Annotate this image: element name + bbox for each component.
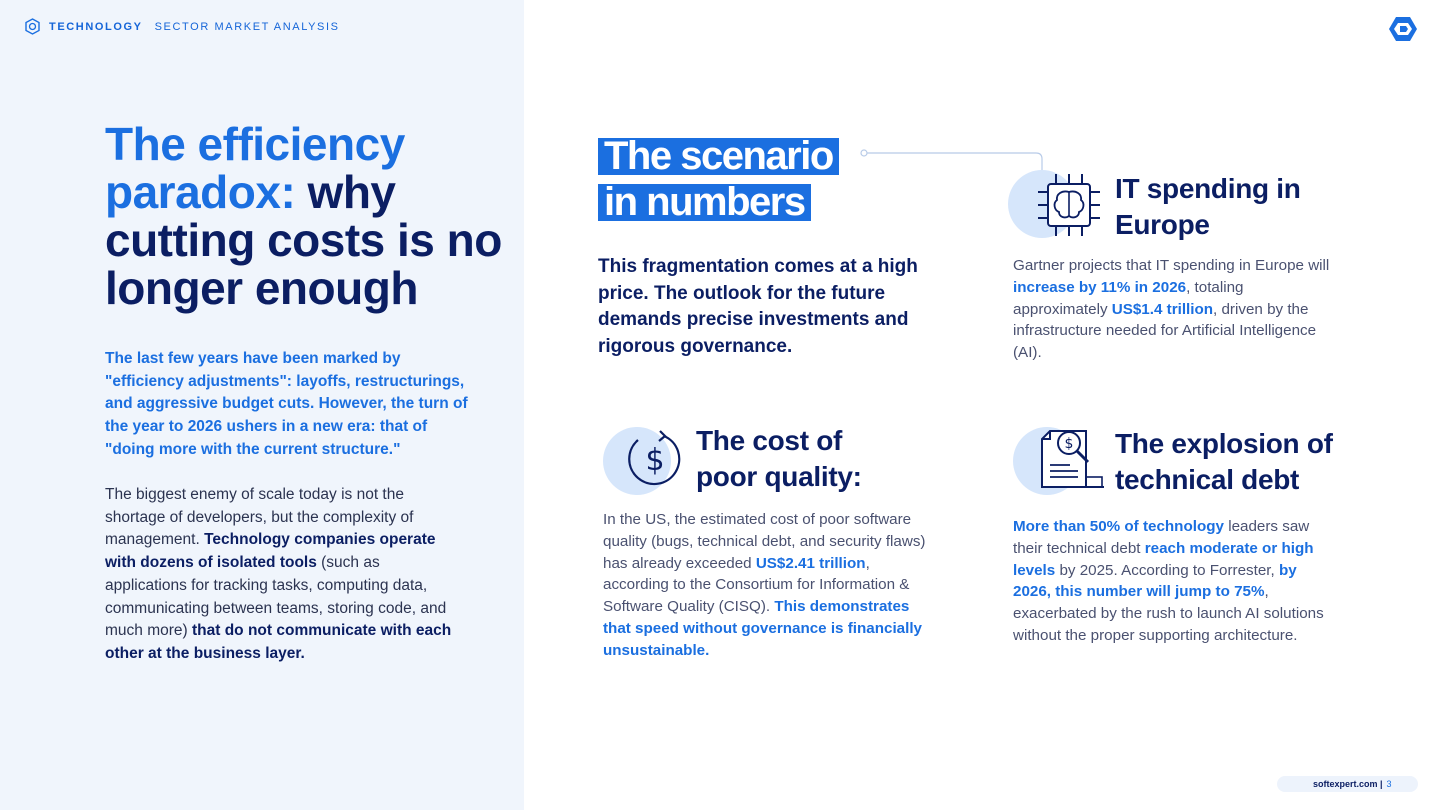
title-highlight: The efficiency paradox: bbox=[105, 118, 405, 218]
it-highlight-1: increase by 11% in 2026 bbox=[1013, 278, 1187, 296]
tech-debt-text bbox=[1013, 516, 1331, 647]
section-label-bold: TECHNOLOGY bbox=[49, 20, 143, 33]
debt-text-2: by 2025. According to Forrester, bbox=[1055, 561, 1279, 579]
page-title bbox=[105, 120, 505, 312]
scenario-title-line1: The scenario bbox=[598, 138, 839, 175]
document-magnifier-icon bbox=[1036, 425, 1106, 493]
it-text-2: , totaling approximately bbox=[1013, 278, 1244, 318]
it-highlight-2: US$1.4 trillion bbox=[1111, 300, 1214, 318]
it-spending-text bbox=[1013, 255, 1333, 364]
it-spending-title: IT spending in Europe bbox=[1115, 173, 1301, 240]
it-text-1: Gartner projects that IT spending in Europe will bbox=[1013, 257, 1330, 274]
body-bold-2: that do not communicate with each other at the business layer. bbox=[105, 622, 452, 662]
body-bold-1: Technology companies operate with dozens of isolated tools bbox=[105, 531, 436, 572]
cost-highlight-1: US$2.41 trillion bbox=[755, 554, 866, 572]
section-header bbox=[24, 18, 340, 35]
tech-debt-title: The explosion of technical debt bbox=[1115, 428, 1333, 495]
cost-quality-text bbox=[603, 509, 928, 662]
body-text-2: (such as applications for tracking tasks, computing data, communicating between teams, storing code, and much more) bbox=[105, 554, 447, 640]
section-label: SECTOR MARKET ANALYSIS bbox=[154, 20, 340, 33]
cost-text-2: , according to the Consortium for Information & Software Quality (CISQ). bbox=[603, 554, 910, 616]
section-badge-icon bbox=[24, 18, 41, 35]
page-number: 3 bbox=[1386, 779, 1392, 789]
footer-site[interactable]: softexpert.com | bbox=[1313, 779, 1383, 789]
debt-text-1: leaders saw their technical debt bbox=[1013, 518, 1310, 557]
cost-highlight-2: This demonstrates that speed without governance is financially unsustainable. bbox=[603, 598, 923, 659]
debt-highlight-2: reach moderate or high levels bbox=[1013, 539, 1314, 579]
dollar-cycle-icon bbox=[624, 428, 686, 490]
cost-text-1: In the US, the estimated cost of poor software quality (bugs, technical debt, and security flaws) has already exceeded bbox=[603, 511, 926, 572]
brain-chip-icon bbox=[1036, 172, 1102, 238]
scenario-title-line2: in numbers bbox=[598, 184, 811, 221]
it-text-3: , driven by the infrastructure needed for Artificial Intelligence (AI). bbox=[1013, 300, 1317, 362]
body-paragraph bbox=[105, 484, 465, 666]
debt-highlight-3: by 2026, this number will jump to 75% bbox=[1013, 561, 1297, 601]
svg-text:$: $ bbox=[1064, 436, 1074, 452]
cost-quality-title: The cost of poor quality: bbox=[696, 425, 862, 492]
title-rest: why cutting costs is no longer enough bbox=[105, 166, 502, 314]
svg-text:$: $ bbox=[645, 443, 665, 478]
scenario-text: This fragmentation comes at a high price. The outlook for the future demands precise investments and rigorous governance. bbox=[598, 256, 918, 357]
debt-text-3: , exacerbated by the rush to launch AI solutions without the proper supporting architecture. bbox=[1013, 583, 1324, 644]
brand-logo-icon bbox=[1388, 15, 1418, 43]
page-footer bbox=[1277, 776, 1418, 792]
intro-paragraph: The last few years have been marked by "efficiency adjustments": layoffs, restructurings, and aggressive budget cuts. However, the turn of the year to 2026 ushers in a new era: that of "doing more with the current structure." bbox=[105, 350, 468, 458]
debt-highlight-1: More than 50% of technology bbox=[1013, 518, 1224, 535]
body-text-1: The biggest enemy of scale today is not the shortage of developers, but the complexity of management. bbox=[105, 486, 414, 549]
